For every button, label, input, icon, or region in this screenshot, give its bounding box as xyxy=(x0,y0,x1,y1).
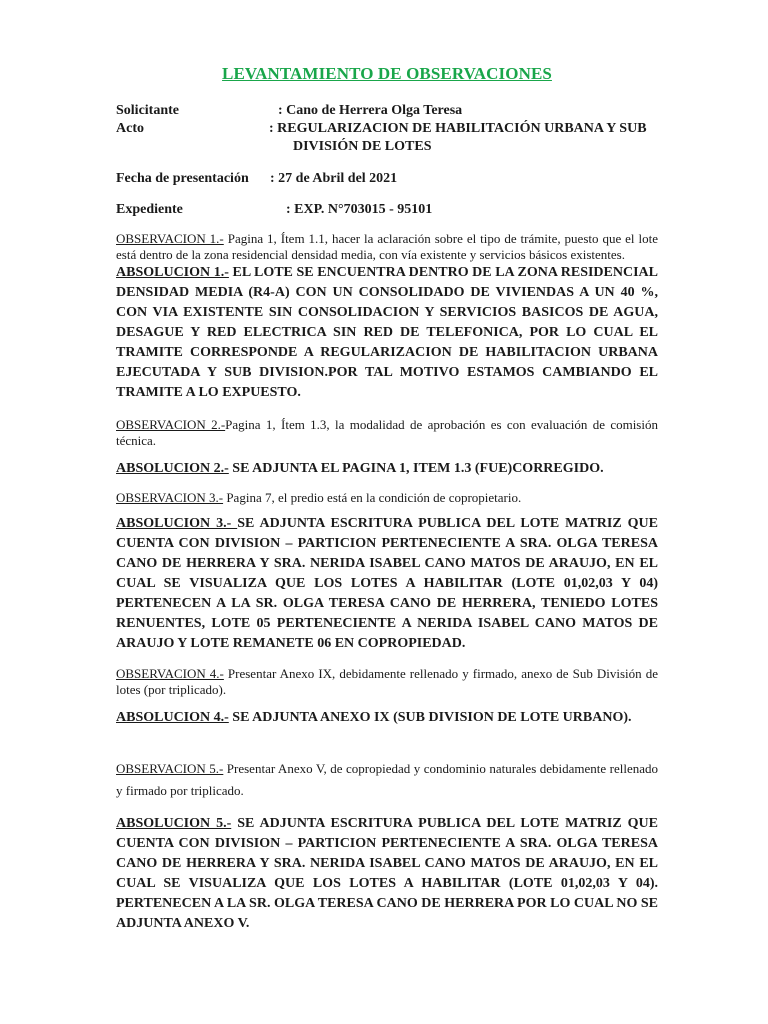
absolution-heading: ABSOLUCION 5.- xyxy=(116,816,232,831)
observation-text: Pagina 7, el predio está en la condición de copropietario. xyxy=(223,490,522,505)
observation-heading: OBSERVACION 1.- xyxy=(116,231,224,246)
fecha-row xyxy=(116,170,658,188)
absolution-text: SE ADJUNTA ANEXO IX (SUB DIVISION DE LOTE URBANO). xyxy=(228,710,632,725)
observation-heading: OBSERVACION 3.- xyxy=(116,490,224,505)
observation-heading: OBSERVACION 5.- xyxy=(116,761,224,776)
observation-5 xyxy=(116,758,658,802)
absolution-4 xyxy=(116,708,658,728)
absolution-5 xyxy=(116,814,658,934)
absolution-1 xyxy=(116,263,658,403)
solicitante-row xyxy=(116,102,658,120)
absolution-text: EL LOTE SE ENCUENTRA DENTRO DE LA ZONA RESIDENCIAL DENSIDAD MEDIA (R4-A) CON UN CONSOLIDADO DE VIVIENDAS A UN 40 %, CON VIA EXISTENTE SIN CONSOLIDACION Y SERVICIOS BASICOS DE AGUA, DESAGUE Y RED ELECTRICA SIN RED DE TELEFONICA, POR LO CUAL EL TRAMITE CORRESPONDE A REGULARIZACION DE HABILITACION URBANA EJECUTADA Y SUB DIVISION.POR TAL MOTIVO ESTAMOS CAMBIANDO EL TRAMITE A LO EXPUESTO. xyxy=(116,265,658,400)
observation-1 xyxy=(116,231,658,263)
absolution-2 xyxy=(116,459,658,479)
observation-text: Pagina 1, Ítem 1.3, la modalidad de aprobación es con evaluación de comisión técnica. xyxy=(116,417,658,448)
absolution-heading: ABSOLUCION 3.- xyxy=(116,516,238,531)
acto-value-line1: : REGULARIZACION DE HABILITACIÓN URBANA Y SUB xyxy=(269,121,647,136)
acto-row xyxy=(116,120,658,156)
fecha-label: Fecha de presentación xyxy=(116,171,249,186)
observation-2 xyxy=(116,417,658,449)
absolution-text: SE ADJUNTA EL PAGINA 1, ITEM 1.3 (FUE)CORREGIDO. xyxy=(228,461,604,476)
observation-3 xyxy=(116,490,658,506)
solicitante-value: : Cano de Herrera Olga Teresa xyxy=(278,103,463,118)
solicitante-label: Solicitante xyxy=(116,103,179,118)
fecha-value: : 27 de Abril del 2021 xyxy=(270,171,398,186)
absolution-heading: ABSOLUCION 1.- xyxy=(116,265,229,280)
observation-text: Pagina 1, Ítem 1.1, hacer la aclaración sobre el tipo de trámite, puesto que el lote está dentro de la zona residencial densidad media, con vía existente y servicios básicos existentes. xyxy=(116,231,658,262)
observation-4 xyxy=(116,666,658,698)
observation-heading: OBSERVACION 4.- xyxy=(116,666,224,681)
absolution-heading: ABSOLUCION 2.- xyxy=(116,461,229,476)
acto-value-line2: DIVISIÓN DE LOTES xyxy=(293,139,432,154)
header-fields xyxy=(116,102,658,219)
observation-heading: OBSERVACION 2.- xyxy=(116,417,226,432)
absolution-text: SE ADJUNTA ESCRITURA PUBLICA DEL LOTE MATRIZ QUE CUENTA CON DIVISION – PARTICION PERTENECIENTE A SRA. OLGA TERESA CANO DE HERRERA Y SRA. NERIDA ISABEL CANO MATOS DE ARAUJO, EN EL CUAL SE VISUALIZA QUE LOS LOTES A HABILITAR (LOTE 01,02,03 Y 04) PERTENECEN A LA SR. OLGA TERESA CANO DE HERRERA, TENIEDO LOTES RENUENTES, LOTE 05 PERTENECIENTE A NERIDA ISABEL CANO MATOS DE ARAUJO Y LOTE REMANETE 06 EN COPROPIEDAD. xyxy=(116,516,658,651)
expediente-value: : EXP. N°703015 - 95101 xyxy=(286,202,433,217)
expediente-row xyxy=(116,201,658,219)
absolution-3 xyxy=(116,514,658,654)
acto-label: Acto xyxy=(116,121,144,136)
observation-text: Presentar Anexo V, de copropiedad y condominio naturales debidamente rellenado y firmado por triplicado. xyxy=(116,761,658,798)
absolution-text: SE ADJUNTA ESCRITURA PUBLICA DEL LOTE MATRIZ QUE CUENTA CON DIVISION – PARTICION PERTENECIENTE A SRA. OLGA TERESA CANO DE HERRERA Y SRA. NERIDA ISABEL CANO MATOS DE ARAUJO, EN EL CUAL SE VISUALIZA QUE LOS LOTES A HABILITAR (LOTE 01,02,03 Y 04). PERTENECEN A LA SR. OLGA TERESA CANO DE HERRERA POR LO CUAL NO SE ADJUNTA ANEXO V. xyxy=(116,816,658,931)
absolution-heading: ABSOLUCION 4.- xyxy=(116,710,229,725)
expediente-label: Expediente xyxy=(116,202,183,217)
document-title: LEVANTAMIENTO DE OBSERVACIONES xyxy=(222,64,552,83)
observation-text: Presentar Anexo IX, debidamente rellenado y firmado, anexo de Sub División de lotes (por triplicado). xyxy=(116,666,658,697)
document-page xyxy=(116,64,658,934)
